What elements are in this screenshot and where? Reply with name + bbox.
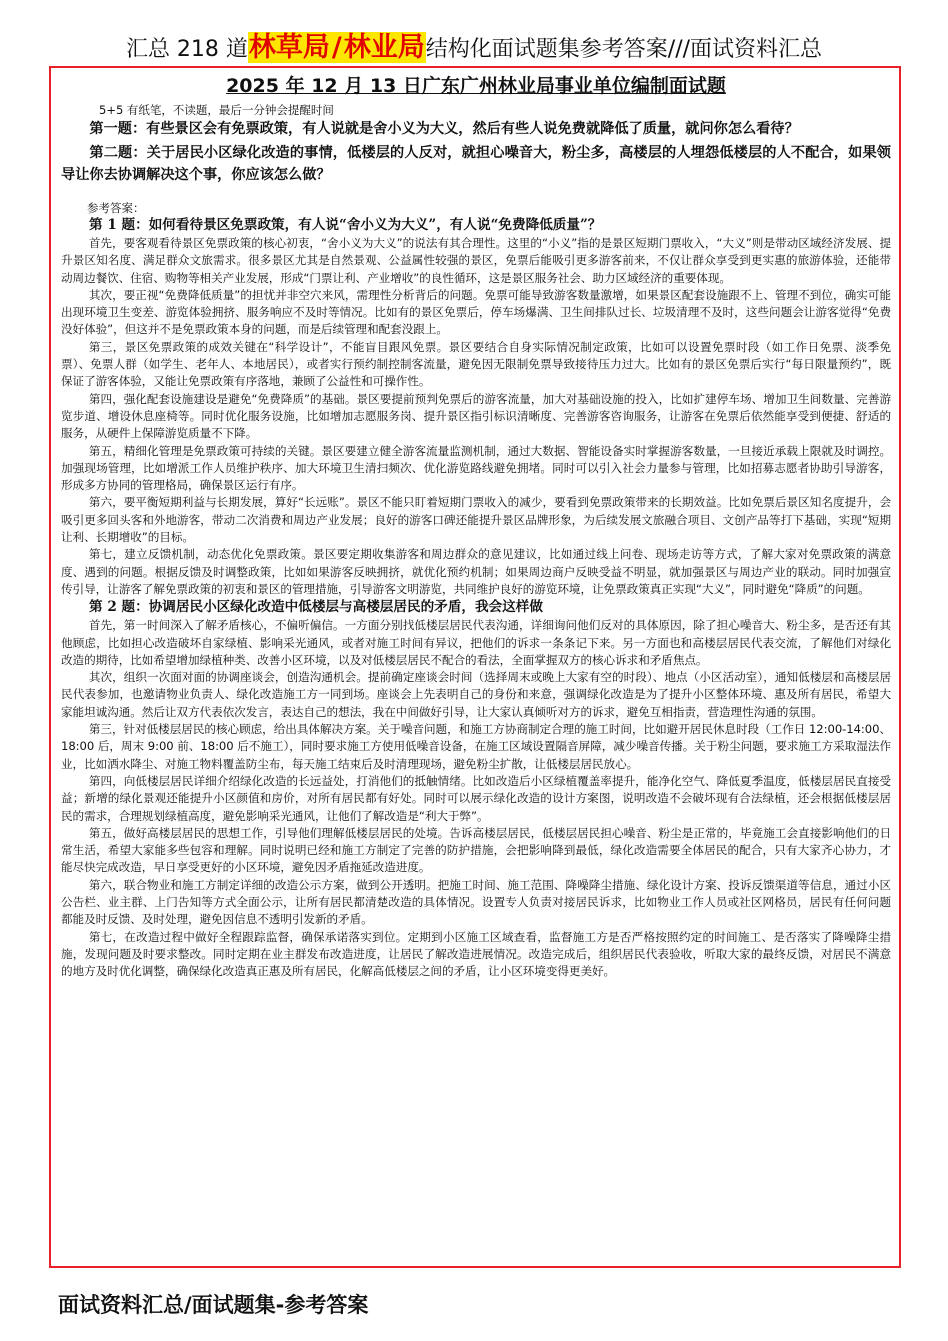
answer-2-heading: 第 2 题：协调居民小区绿化改造中低楼层与高楼层居民的矛盾，我会这样做 — [89, 599, 543, 616]
footer-title: 面试资料汇总/面试题集-参考答案 — [58, 1293, 369, 1317]
question-1: 第一题：有些景区会有免票政策，有人说就是舍小义为大义，然后有些人说免费就降低了质量，就问你怎么看待？ — [89, 121, 799, 137]
answer-2-paragraph: 第四，向低楼层居民详细介绍绿化改造的长远益处，打消他们的抵触情绪。比如改造后小区绿植覆盖率提升，能净化空气、降低夏季温度，低楼层居民直接受益；新增的绿化景观还能提升小区颜值和房价，对所有居民都有好处。同时可以展示绿化改造的设计方案图，说明改造不会破坏现有合法绿植，还会根据低楼层居民的需求，合理规划绿植高度，避免影响采光通风，让他们了解改造是“利大于弊”。 — [61, 773, 891, 823]
answer-2-paragraph: 第六，联合物业和施工方制定详细的改造公示方案，做到公开透明。把施工时间、施工范围、降噪降尘措施、绿化设计方案、投诉反馈渠道等信息，通过小区公告栏、业主群、上门告知等方式全面公示，让所有居民都清楚改造的具体情况。设置专人负责对接居民诉求，比如物业工作人员或社区网格员，居民有任何问题都能及时反馈、及时处理，避免因信息不透明引发新的矛盾。 — [61, 877, 891, 927]
banner-highlight-forestry-grassland: 林草局 — [248, 32, 330, 63]
document-frame — [49, 66, 901, 1268]
answer-1-paragraph: 其次，要正视“免费降低质量”的担忧并非空穴来风，需理性分析背后的问题。免票可能导致游客数量激增，如果景区配套设施跟不上、管理不到位，确实可能出现环境卫生变差、游览体验拥挤、服务响应不及时等情况。比如有的景区免票后，停车场爆满、卫生间排队过长、垃圾清理不及时，这些问题会让游客觉得“免费没好体验”，但这并不是免票政策本身的问题，而是后续管理和配套没跟上。 — [61, 287, 891, 337]
banner-suffix: 结构化面试题集参考答案///面试资料汇总 — [425, 37, 823, 62]
document-title — [61, 72, 891, 100]
answer-2-paragraph: 首先，第一时间深入了解矛盾核心，不偏听偏信。一方面分别找低楼层居民代表沟通，详细询问他们反对的具体原因，除了担心噪音大、粉尘多，是否还有其他顾虑，比如担心改造破坏自家绿植、影响采光通风，或者对施工时间有异议，把他们的诉求一条条记下来。另一方面也和高楼层居民代表交流，了解他们对绿化改造的期待，比如希望增加绿植种类、改善小区环境，以及对低楼层居民不配合的看法，全面掌握双方的核心诉求和矛盾焦点。 — [61, 618, 891, 667]
answer-1-paragraph: 第六，要平衡短期利益与长期发展，算好“长远账”。景区不能只盯着短期门票收入的减少，要看到免票政策带来的长期效益。比如免票后景区知名度提升，会吸引更多回头客和外地游客，带动二次消费和周边产业发展；良好的游客口碑还能提升景区品牌形象，为后续发展文旅融合项目、文创产品等打下基础，实现“短期让利、长期增收”的目标。 — [61, 495, 891, 545]
answer-2-paragraph: 其次，组织一次面对面的协调座谈会，创造沟通机会。提前确定座谈会时间（选择周末或晚上大家有空的时段）、地点（小区活动室），通知低楼层和高楼层居民代表参加，也邀请物业负责人、绿化改造施工方一同到场。座谈会上先表明自己的身份和来意，强调绿化改造是为了提升小区整体环境、惠及所有居民，希望大家能坦诚沟通。然后让双方代表依次发言，表达自己的想法，我在中间做好引导，让大家认真倾听对方的诉求，避免互相指责，营造理性沟通的氛围。 — [61, 670, 891, 719]
reference-answer-label: 参考答案： — [87, 201, 145, 215]
answer-1-heading: 第 1 题：如何看待景区免票政策，有人说“舍小义为大义”，有人说“免费降低质量”？ — [89, 217, 602, 233]
answer-2-paragraph: 第五，做好高楼层居民的思想工作，引导他们理解低楼层居民的处境。告诉高楼层居民，低楼层居民担心噪音、粉尘是正常的，毕竟施工会直接影响他们的日常生活，希望大家能多些包容和理解。同时说明已经和施工方制定了完善的防护措施，会把影响降到最低，绿化改造需要全体居民的配合，只有大家齐心协力，才能尽快完成改造，早日享受更好的小区环境，避免因矛盾拖延改造进度。 — [61, 825, 891, 875]
format-note: 5+5 有纸笔，不读题，最后一分钟会提醒时间 — [99, 103, 334, 117]
answer-2-paragraph: 第七，在改造过程中做好全程跟踪监督，确保承诺落实到位。定期到小区施工区域查看，监督施工方是否严格按照约定的时间施工、是否落实了降噪降尘措施，发现问题及时要求整改。同时定期在业主群发布改造进度，让居民了解改造进展情况。改造完成后，组织居民代表验收，听取大家的最终反馈，对居民不满意的地方及时优化调整，确保绿化改造真正惠及所有居民，化解高低楼层之间的矛盾，让小区环境变得更美好。 — [61, 929, 891, 979]
question-2: 第二题：关于居民小区绿化改造的事情，低楼层的人反对，就担心噪音大，粉尘多，高楼层的人埋怨低楼层的人不配合，如果领导让你去协调解决这个事，你应该怎么做？ — [61, 145, 891, 183]
answer-1-paragraph: 首先，要客观看待景区免票政策的核心初衷，“舍小义为大义”的说法有其合理性。这里的“小义”指的是景区短期门票收入，“大义”则是带动区域经济发展、提升景区知名度、满足群众文旅需求。很多景区尤其是自然景观、公益属性较强的景区，免票后能吸引更多游客前来，不仅让群众享受到更实惠的旅游体验，还能带动周边餐饮、住宿、购物等相关产业发展，形成“门票让利、产业增收”的良性循环，这是景区服务社会、助力区域经济的重要体现。 — [61, 236, 891, 285]
answer-2-paragraph: 第三，针对低楼层居民的核心顾虑，给出具体解决方案。关于噪音问题，和施工方协商制定合理的施工时间，比如避开居民休息时段（工作日 12:00-14:00、18:00 后，周末 9:00 前、18:00 后不施工），同时要求施工方使用低噪音设备，在施工区域设置隔音屏障，减少噪音传播。关于粉尘问题，要求施工方采取湿法作业，比如洒水降尘、对施工物料覆盖防尘布，每天施工结束后及时清理现场，避免粉尘扩散，让低楼层居民放心。 — [61, 722, 891, 771]
answer-1-paragraph: 第四，强化配套设施建设是避免“免费降质”的基础。景区要提前预判免票后的游客流量，加大对基础设施的投入，比如扩建停车场、增加卫生间数量、完善游览步道、增设休息座椅等。同时优化服务设施，比如增加志愿服务岗、提升景区指引标识清晰度、完善游客咨询服务，让游客在免票后依然能享受到便捷、舒适的服务，从硬件上保障游览质量不下降。 — [61, 391, 891, 441]
banner-highlight-forestry: 林业局 — [343, 32, 425, 63]
banner-slash: / — [331, 32, 342, 63]
answer-1-paragraph: 第五，精细化管理是免票政策可持续的关键。景区要建立健全游客流量监测机制，通过大数据、智能设备实时掌握游客数量，一旦接近承载上限就及时调控。加强现场管理，比如增派工作人员维护秩序、加大环境卫生清扫频次、优化游览路线避免拥堵。同时可以引入社会力量参与管理，比如招募志愿者协助引导游客，形成多方协同的管理格局，确保景区运行有序。 — [61, 443, 891, 493]
answer-1-paragraph: 第三，景区免票政策的成效关键在“科学设计”，不能盲目跟风免票。景区要结合自身实际情况制定政策，比如可以设置免票时段（如工作日免票、淡季免票）、免票人群（如学生、老年人、本地居民），或者实行预约制控制客流量，避免因无限制免票导致接待压力过大。比如有的景区免票后实行“每日限量预约”，既保证了游客体验，又能让免票政策有序落地，兼顾了公益性和可操作性。 — [61, 339, 891, 389]
banner-prefix: 汇总 218 道 — [125, 37, 248, 62]
top-banner — [0, 30, 948, 66]
answer-1-paragraph: 第七，建立反馈机制，动态优化免票政策。景区要定期收集游客和周边群众的意见建议，比如通过线上问卷、现场走访等方式，了解大家对免票政策的满意度、遇到的问题。根据反馈及时调整政策，比如如果游客反映拥挤，就优化预约机制；如果周边商户反映受益不明显，就加强景区与周边产业的联动。同时加强宣传引导，让游客了解免票政策的初衷和景区的管理措施，引导游客文明游览，共同维护良好的游览环境，让免票政策真正实现“大义”，同时避免“降质”的问题。 — [61, 547, 891, 596]
document-title-text: 2025 年 12 月 13 日广东广州林业局事业单位编制面试题 — [226, 75, 726, 97]
